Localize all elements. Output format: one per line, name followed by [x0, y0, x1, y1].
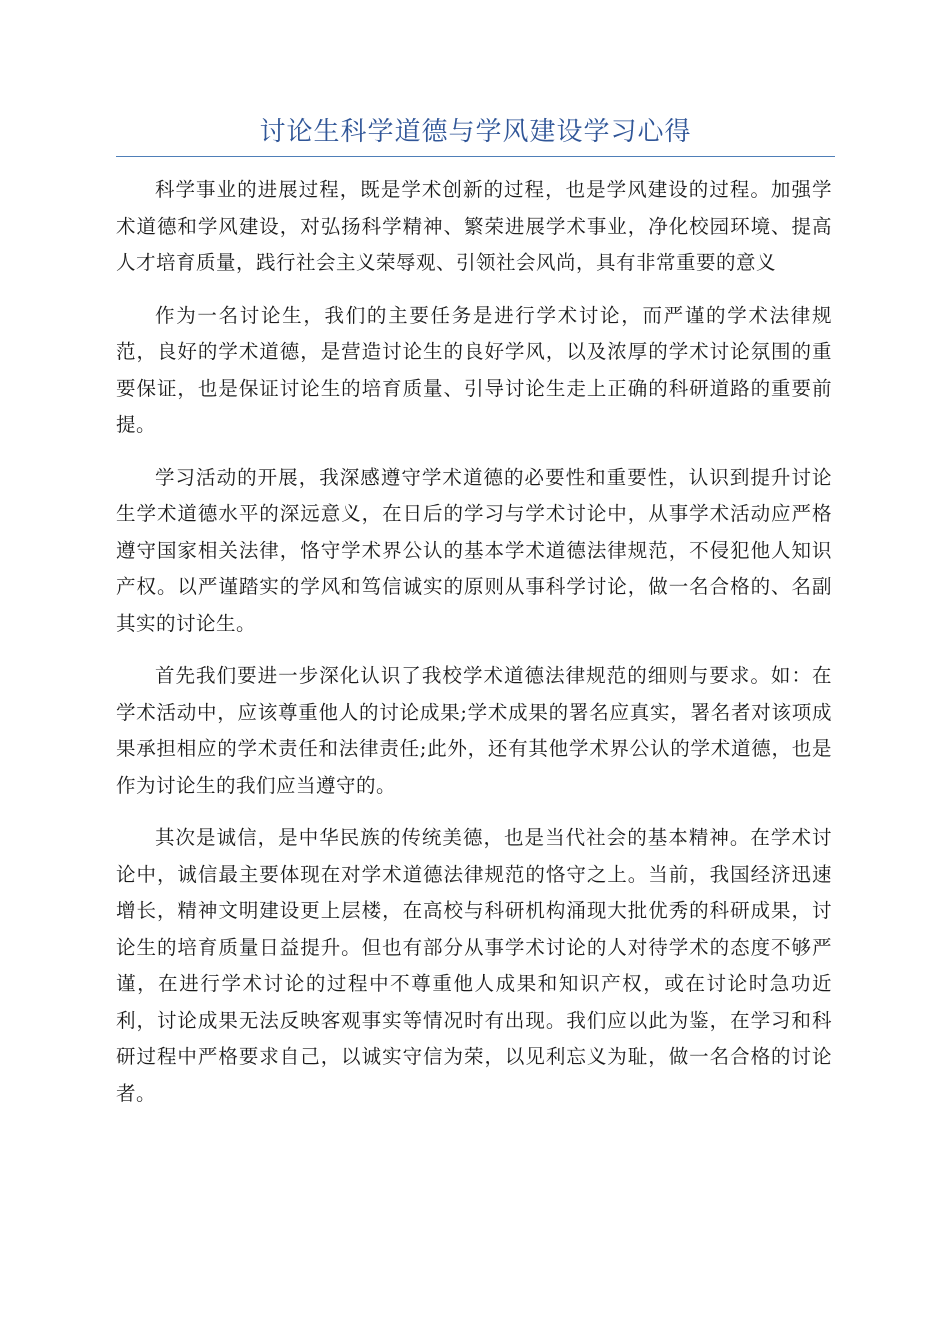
paragraph-4: 首先我们要进一步深化认识了我校学术道德法律规范的细则与要求。如：在学术活动中，应该尊重他人的讨论成果;学术成果的署名应真实，署名者对该项成果承担相应的学术责任和法律责任;此外，还有其他学术界公认的学术道德，也是作为讨论生的我们应当遵守的。: [116, 664, 832, 797]
paragraph-5: 其次是诚信，是中华民族的传统美德，也是当代社会的基本精神。在学术讨论中，诚信最主要体现在对学术道德法律规范的恪守之上。当前，我国经济迅速增长，精神文明建设更上层楼，在高校与科研机构涌现大批优秀的科研成果，讨论生的培育质量日益提升。但也有部分从事学术讨论的人对待学术的态度不够严谨，在进行学术讨论的过程中不尊重他人成果和知识产权，或在讨论时急功近利，讨论成果无法反映客观事实等情况时有出现。我们应以此为鉴，在学习和科研过程中严格要求自己，以诚实守信为荣，以见利忘义为耻，做一名合格的讨论者。: [116, 826, 832, 1105]
paragraph-2: 作为一名讨论生，我们的主要任务是进行学术讨论，而严谨的学术法律规范，良好的学术道德，是营造讨论生的良好学风，以及浓厚的学术讨论氛围的重要保证，也是保证讨论生的培育质量、引导讨论生走上正确的科研道路的重要前提。: [116, 303, 832, 436]
title-block: [116, 112, 835, 157]
paragraph-3: 学习活动的开展，我深感遵守学术道德的必要性和重要性，认识到提升讨论生学术道德水平的深远意义，在日后的学习与学术讨论中，从事学术活动应严格遵守国家相关法律，恪守学术界公认的基本学术道德法律规范，不侵犯他人知识产权。以严谨踏实的学风和笃信诚实的原则从事科学讨论，做一名合格的、名副其实的讨论生。: [116, 465, 832, 635]
paragraph-1: 科学事业的进展过程，既是学术创新的过程，也是学风建设的过程。加强学术道德和学风建设，对弘扬科学精神、繁荣进展学术事业，净化校园环境、提高人才培育质量，践行社会主义荣辱观、引领社会风尚，具有非常重要的意义: [116, 178, 832, 274]
document-body: [116, 172, 832, 1128]
document-title: 讨论生科学道德与学风建设学习心得: [259, 117, 692, 147]
